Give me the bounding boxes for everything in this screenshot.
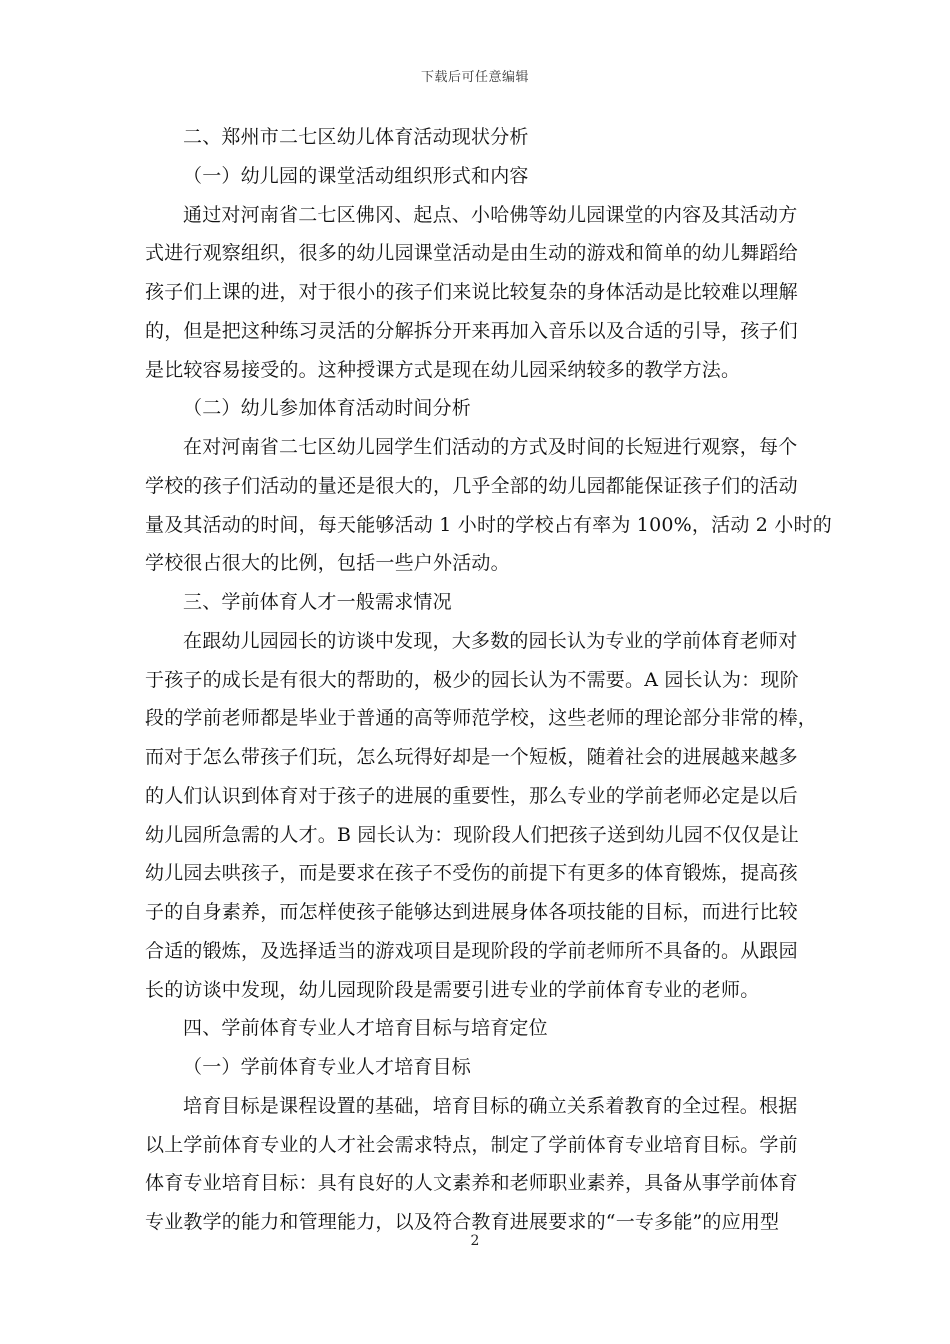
subsection-heading-2-1: （一）幼儿园的课堂活动组织形式和内容 [183,164,529,187]
paragraph-line: 的人们认识到体育对于孩子的进展的重要性，那么专业的学前老师必定是以后 [145,784,798,807]
paragraph-line: 通过对河南省二七区佛冈、起点、小哈佛等幼儿园课堂的内容及其活动方 [183,203,798,226]
paragraph-line: 幼儿园所急需的人才。B 园长认为：现阶段人们把孩子送到幼儿园不仅仅是让 [145,823,800,846]
subsection-heading-2-2: （二）幼儿参加体育活动时间分析 [183,397,472,420]
subsection-heading-4-1: （一）学前体育专业人才培育目标 [183,1056,472,1078]
paragraph-line: 子的自身素养，而怎样使孩子能够达到进展身体各项技能的目标，而进行比较 [145,901,798,923]
paragraph-line: 在对河南省二七区幼儿园学生们活动的方式及时间的长短进行观察，每个 [183,436,798,458]
section-heading-3: 三、学前体育人才一般需求情况 [183,591,452,613]
paragraph-line: 以上学前体育专业的人才社会需求特点，制定了学前体育专业培育目标。学前 [145,1133,798,1156]
page-number: 2 [470,1233,480,1249]
paragraph-line: 培育目标是课程设置的基础，培育目标的确立关系着教育的全过程。根据 [183,1094,798,1117]
paragraph-line: 式进行观察组织，很多的幼儿园课堂活动是由生动的游戏和简单的幼儿舞蹈给 [145,242,798,265]
paragraph-line: 合适的锻炼，及选择适当的游戏项目是现阶段的学前老师所不具备的。从跟园 [145,939,798,962]
paragraph-line: 专业教学的能力和管理能力，以及符合教育进展要求的“一专多能”的应用型 [145,1211,780,1233]
paragraph-line: 学校很占很大的比例，包括一些户外活动。 [145,552,510,575]
paragraph-line: 学校的孩子们活动的量还是很大的，几乎全部的幼儿园都能保证孩子们的活动 [145,474,798,497]
section-heading-2: 二、郑州市二七区幼儿体育活动现状分析 [183,126,529,148]
document-body [145,118,832,1242]
page-header: 下载后可任意编辑 [420,70,529,85]
paragraph-line: 长的访谈中发现，幼儿园现阶段是需要引进专业的学前体育专业的老师。 [145,978,760,1001]
paragraph-line: 于孩子的成长是有很大的帮助的，极少的园长认为不需要。A 园长认为：现阶 [145,668,799,691]
paragraph-line: 段的学前老师都是毕业于普通的高等师范学校，这些老师的理论部分非常的棒， [145,707,818,730]
paragraph-line: 幼儿园去哄孩子，而是要求在孩子不受伤的前提下有更多的体育锻炼，提高孩 [145,862,798,885]
paragraph-line: 在跟幼儿园园长的访谈中发现，大多数的园长认为专业的学前体育老师对 [183,629,798,652]
paragraph-line: 体育专业培育目标：具有良好的人文素养和老师职业素养，具备从事学前体育 [145,1172,798,1195]
paragraph-line: 量及其活动的时间，每天能够活动 1 小时的学校占有率为 100%，活动 2 小时的 [145,513,832,536]
paragraph-line: 是比较容易接受的。这种授课方式是现在幼儿园采纳较多的教学方法。 [145,358,741,381]
paragraph-line: 而对于怎么带孩子们玩，怎么玩得好却是一个短板，随着社会的进展越来越多 [145,746,798,768]
paragraph-line: 孩子们上课的进，对于很小的孩子们来说比较复杂的身体活动是比较难以理解 [145,281,798,303]
paragraph-line: 的，但是把这种练习灵活的分解拆分开来再加入音乐以及合适的引导，孩子们 [145,319,798,342]
section-heading-4: 四、学前体育专业人才培育目标与培育定位 [183,1017,548,1040]
